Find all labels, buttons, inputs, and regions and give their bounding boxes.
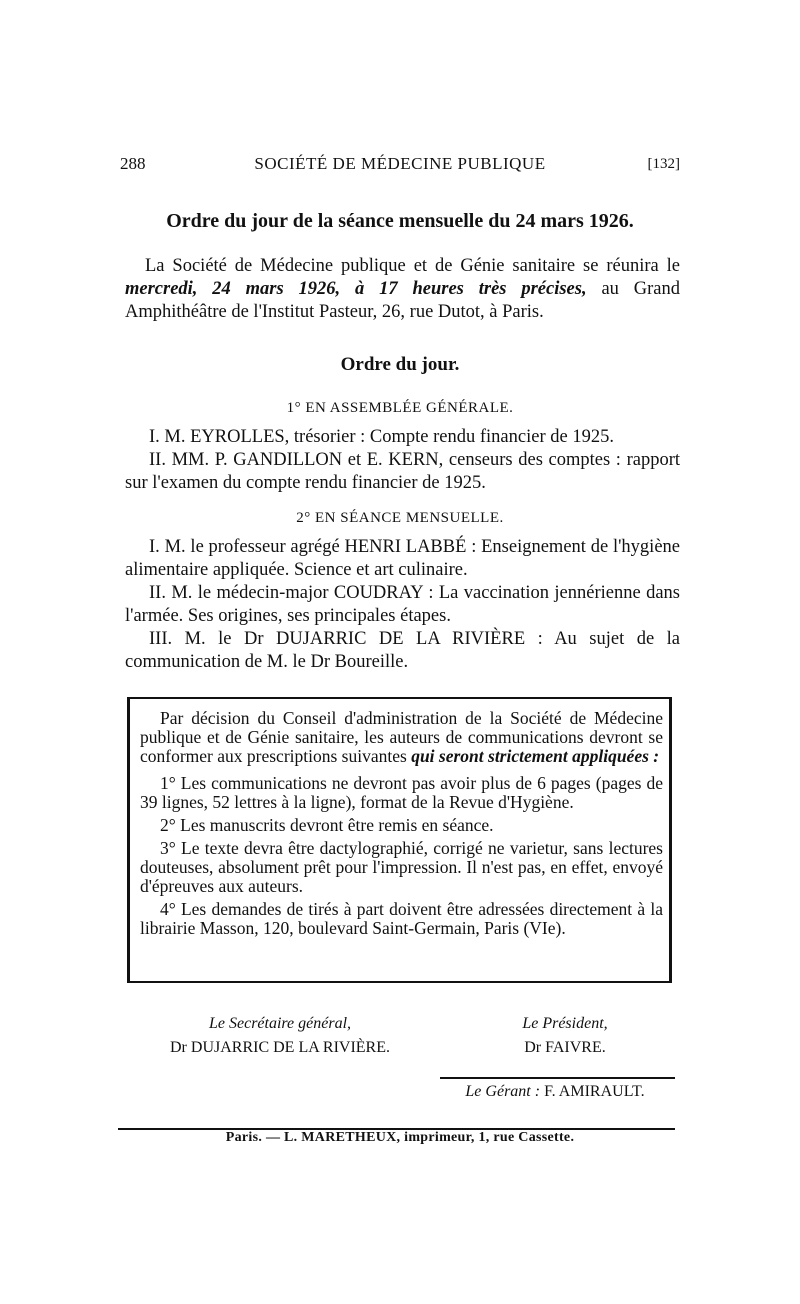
bracket-number: [132] bbox=[647, 156, 680, 172]
notice-rule-1: 1° Les communications ne devront pas avoir plus de 6 pages (pages de 39 lignes, 52 lettres à la ligne), format de la Revue d'Hygiène. bbox=[140, 773, 663, 812]
agenda-item: II. MM. P. GANDILLON et E. KERN, censeurs des comptes : rapport sur l'examen du compte rendu financier de 1925. bbox=[125, 450, 680, 493]
announcement-text-2: au Grand Amphithéâtre de l'Institut Pasteur, 26, rue Dutot, à Paris. bbox=[125, 279, 680, 322]
signature-president bbox=[480, 1012, 650, 1060]
secretary-role: Le Secrétaire général, bbox=[208, 1015, 352, 1032]
agenda-item: II. M. le médecin-major COUDRAY : La vaccination jennérienne dans l'armée. Ses origines, ses principales étapes. bbox=[125, 583, 680, 626]
signature-secretary bbox=[160, 1012, 400, 1060]
page-title: Ordre du jour de la séance mensuelle du 24 mars 1926. bbox=[166, 210, 634, 232]
notice-intro bbox=[140, 709, 663, 766]
printer-imprint: Paris. — L. MARETHEUX, imprimeur, 1, rue Cassette. bbox=[225, 1130, 575, 1145]
announcement-text-1: La Société de Médecine publique et de Génie sanitaire se réunira le bbox=[145, 256, 680, 276]
agenda-item: I. M. EYROLLES, trésorier : Compte rendu financier de 1925. bbox=[149, 427, 614, 447]
page-number: 288 bbox=[120, 154, 146, 173]
gerant-line bbox=[440, 1083, 670, 1101]
secretary-name: Dr DUJARRIC DE LA RIVIÈRE. bbox=[170, 1039, 390, 1056]
agenda-item: III. M. le Dr DUJARRIC DE LA RIVIÈRE : Au sujet de la communication de M. le Dr Boureille. bbox=[125, 629, 680, 672]
gerant-role: Le Gérant : bbox=[465, 1083, 541, 1100]
section-heading-general-assembly: 1° EN ASSEMBLÉE GÉNÉRALE. bbox=[286, 400, 514, 416]
notice-box bbox=[127, 697, 672, 983]
notice-rule-4: 4° Les demandes de tirés à part doivent être adressées directement à la librairie Masson, 120, boulevard Saint-Germain, Paris (VIe). bbox=[140, 899, 663, 938]
gerant-divider bbox=[440, 1077, 675, 1079]
section-heading-monthly-session: 2° EN SÉANCE MENSUELLE. bbox=[296, 510, 504, 526]
agenda-item: I. M. le professeur agrégé HENRI LABBÉ : Enseignement de l'hygiène alimentaire appliquée. Science et art culinaire. bbox=[125, 537, 680, 580]
gerant-name: F. AMIRAULT. bbox=[544, 1083, 645, 1100]
notice-rule-2: 2° Les manuscrits devront être remis en séance. bbox=[160, 815, 494, 835]
president-name: Dr FAIVRE. bbox=[524, 1039, 606, 1056]
notice-intro-emphasis: qui seront strictement appliquées : bbox=[411, 746, 660, 766]
notice-rule-3: 3° Le texte devra être dactylographié, corrigé ne varietur, sans lectures douteuses, absolument prêt pour l'impression. Il n'est pas, en effet, envoyé d'épreuves aux auteurs. bbox=[140, 838, 663, 896]
monthly-session-items bbox=[125, 536, 680, 674]
president-role: Le Président, bbox=[522, 1015, 608, 1032]
notice-intro-text: Par décision du Conseil d'administration de la Société de Médecine publique et de Génie sanitaire, les auteurs de communications devront se conformer aux prescriptions suivantes bbox=[140, 708, 663, 766]
agenda-title: Ordre du jour. bbox=[340, 354, 460, 375]
meeting-date: mercredi, 24 mars 1926, à 17 heures très précises, bbox=[125, 279, 587, 299]
meeting-announcement bbox=[125, 255, 680, 324]
general-assembly-items bbox=[125, 426, 680, 495]
running-title: SOCIÉTÉ DE MÉDECINE PUBLIQUE bbox=[254, 154, 546, 173]
running-header bbox=[120, 154, 680, 178]
